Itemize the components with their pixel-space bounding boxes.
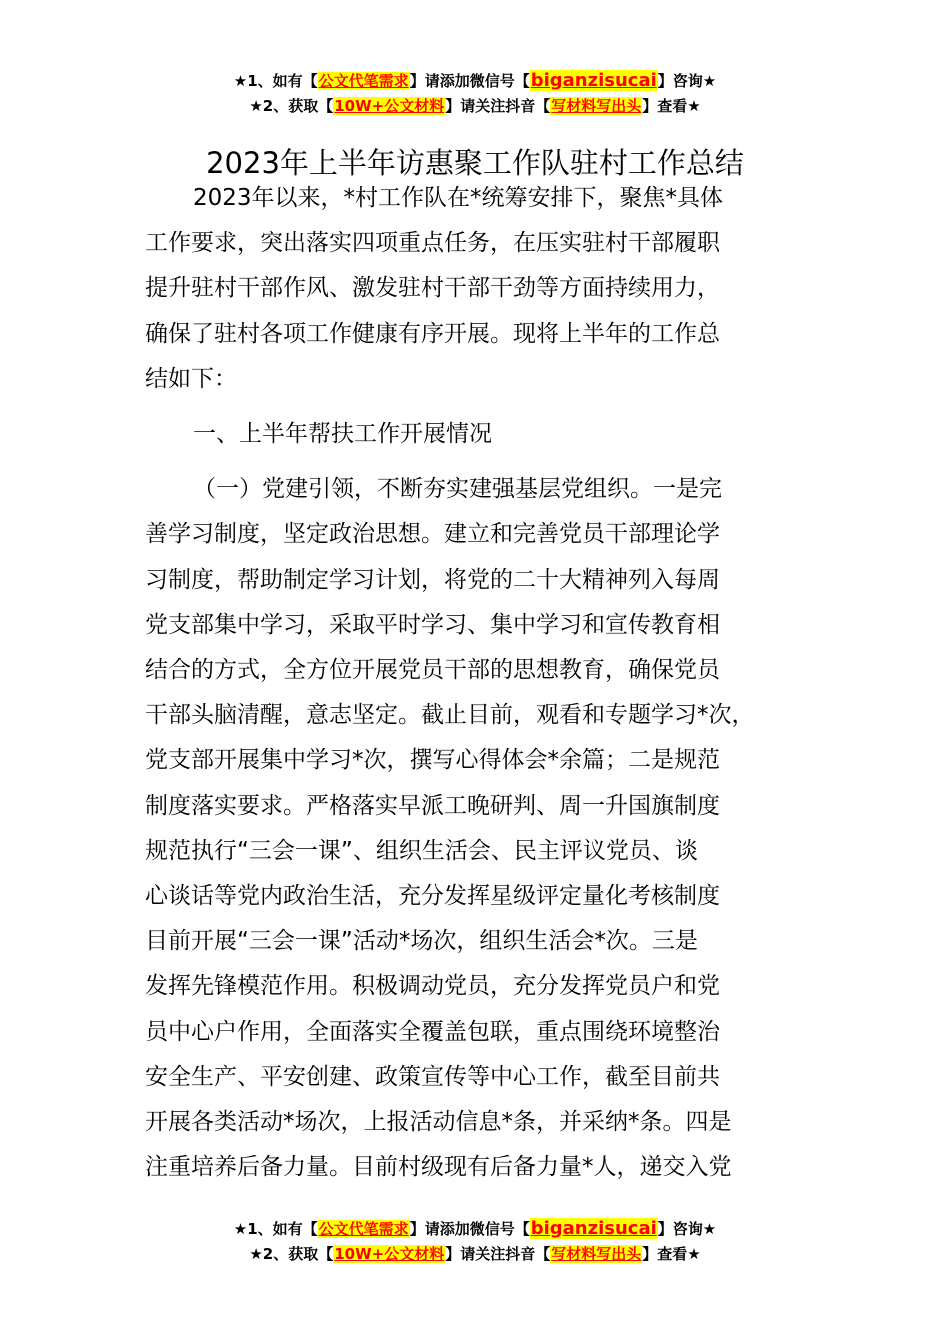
text-line: 目前开展“三会一课”活动*场次，组织生活会*次。三是 [145, 928, 698, 955]
text-line: 心谈话等党内政治生活，充分发挥星级评定量化考核制度 [145, 883, 720, 910]
text-line: 习制度，帮助制定学习计划，将党的二十大精神列入每周 [145, 566, 720, 593]
promo-highlight-service: 公文代笔需求 [318, 1220, 409, 1238]
promo-highlight-wechat-id[interactable]: biganzisucai [530, 1218, 657, 1239]
promo-banner-bottom [0, 1216, 950, 1267]
promo-line-1 [0, 1216, 950, 1242]
text-line: 党支部开展集中学习*次，撰写心得体会*余篇；二是规范 [145, 747, 720, 774]
intro-paragraph [145, 176, 835, 402]
promo-highlight-wechat-id[interactable]: biganzisucai [530, 70, 657, 91]
promo-line-2 [0, 94, 950, 119]
text-line: 善学习制度，坚定政治思想。建立和完善党员干部理论学 [145, 521, 720, 548]
promo-highlight-service: 公文代笔需求 [318, 72, 409, 90]
promo-text: ★2、获取【 [249, 1245, 334, 1263]
promo-text: 】请关注抖音【 [445, 1245, 551, 1263]
text-line: 安全生产、平安创建、政策宣传等中心工作，截至目前共 [145, 1063, 720, 1090]
promo-text: ★2、获取【 [249, 97, 334, 115]
section-heading [145, 412, 835, 457]
promo-text: 】咨询★ [657, 72, 717, 90]
text-line: 提升驻村干部作风、激发驻村干部干劲等方面持续用力， [145, 275, 720, 302]
promo-line-2 [0, 1242, 950, 1267]
text-line: 干部头脑清醒，意志坚定。截止目前，观看和专题学习*次， [145, 702, 755, 729]
text-line: 结如下： [145, 365, 237, 392]
promo-text: 】请关注抖音【 [445, 97, 551, 115]
text-line: 结合的方式，全方位开展党员干部的思想教育，确保党员 [145, 657, 720, 684]
text-line: 员中心户作用，全面落实全覆盖包联，重点围绕环境整治 [145, 1018, 720, 1045]
promo-text: 】查看★ [642, 1245, 701, 1263]
text-line: 规范执行“三会一课”、组织生活会、民主评议党员、谈 [145, 837, 698, 864]
promo-banner-top [0, 68, 950, 119]
promo-text: ★1、如有【 [233, 72, 318, 90]
promo-line-1 [0, 68, 950, 94]
document-body [145, 176, 835, 1190]
text-line: 2023年以来，*村工作队在*统筹安排下，聚焦*具体 [193, 185, 724, 211]
promo-highlight-materials: 10W+公文材料 [334, 97, 445, 115]
promo-text: 】请添加微信号【 [409, 72, 530, 90]
document-title: 2023年上半年访惠聚工作队驻村工作总结 [206, 146, 744, 181]
text-line: 一、上半年帮扶工作开展情况 [193, 421, 492, 448]
promo-highlight-materials: 10W+公文材料 [334, 1245, 445, 1263]
promo-text: ★1、如有【 [233, 1220, 318, 1238]
promo-text: 】咨询★ [657, 1220, 717, 1238]
promo-text: 】查看★ [642, 97, 701, 115]
section-paragraph [145, 467, 835, 1190]
text-line: 确保了驻村各项工作健康有序开展。现将上半年的工作总 [145, 320, 720, 347]
promo-highlight-douyin[interactable]: 写材料写出头 [551, 1245, 642, 1263]
text-line: 注重培养后备力量。目前村级现有后备力量*人，递交入党 [145, 1154, 732, 1181]
text-line: 开展各类活动*场次，上报活动信息*条，并采纳*条。四是 [145, 1109, 732, 1136]
promo-text: 】请添加微信号【 [409, 1220, 530, 1238]
text-line: 工作要求，突出落实四项重点任务，在压实驻村干部履职 [145, 230, 720, 257]
text-line: （一）党建引领，不断夯实建强基层党组织。一是完 [193, 476, 722, 503]
promo-highlight-douyin[interactable]: 写材料写出头 [551, 97, 642, 115]
text-line: 党支部集中学习，采取平时学习、集中学习和宣传教育相 [145, 611, 720, 638]
text-line: 制度落实要求。严格落实早派工晚研判、周一升国旗制度 [145, 792, 720, 819]
text-line: 发挥先锋模范作用。积极调动党员，充分发挥党员户和党 [145, 973, 720, 1000]
